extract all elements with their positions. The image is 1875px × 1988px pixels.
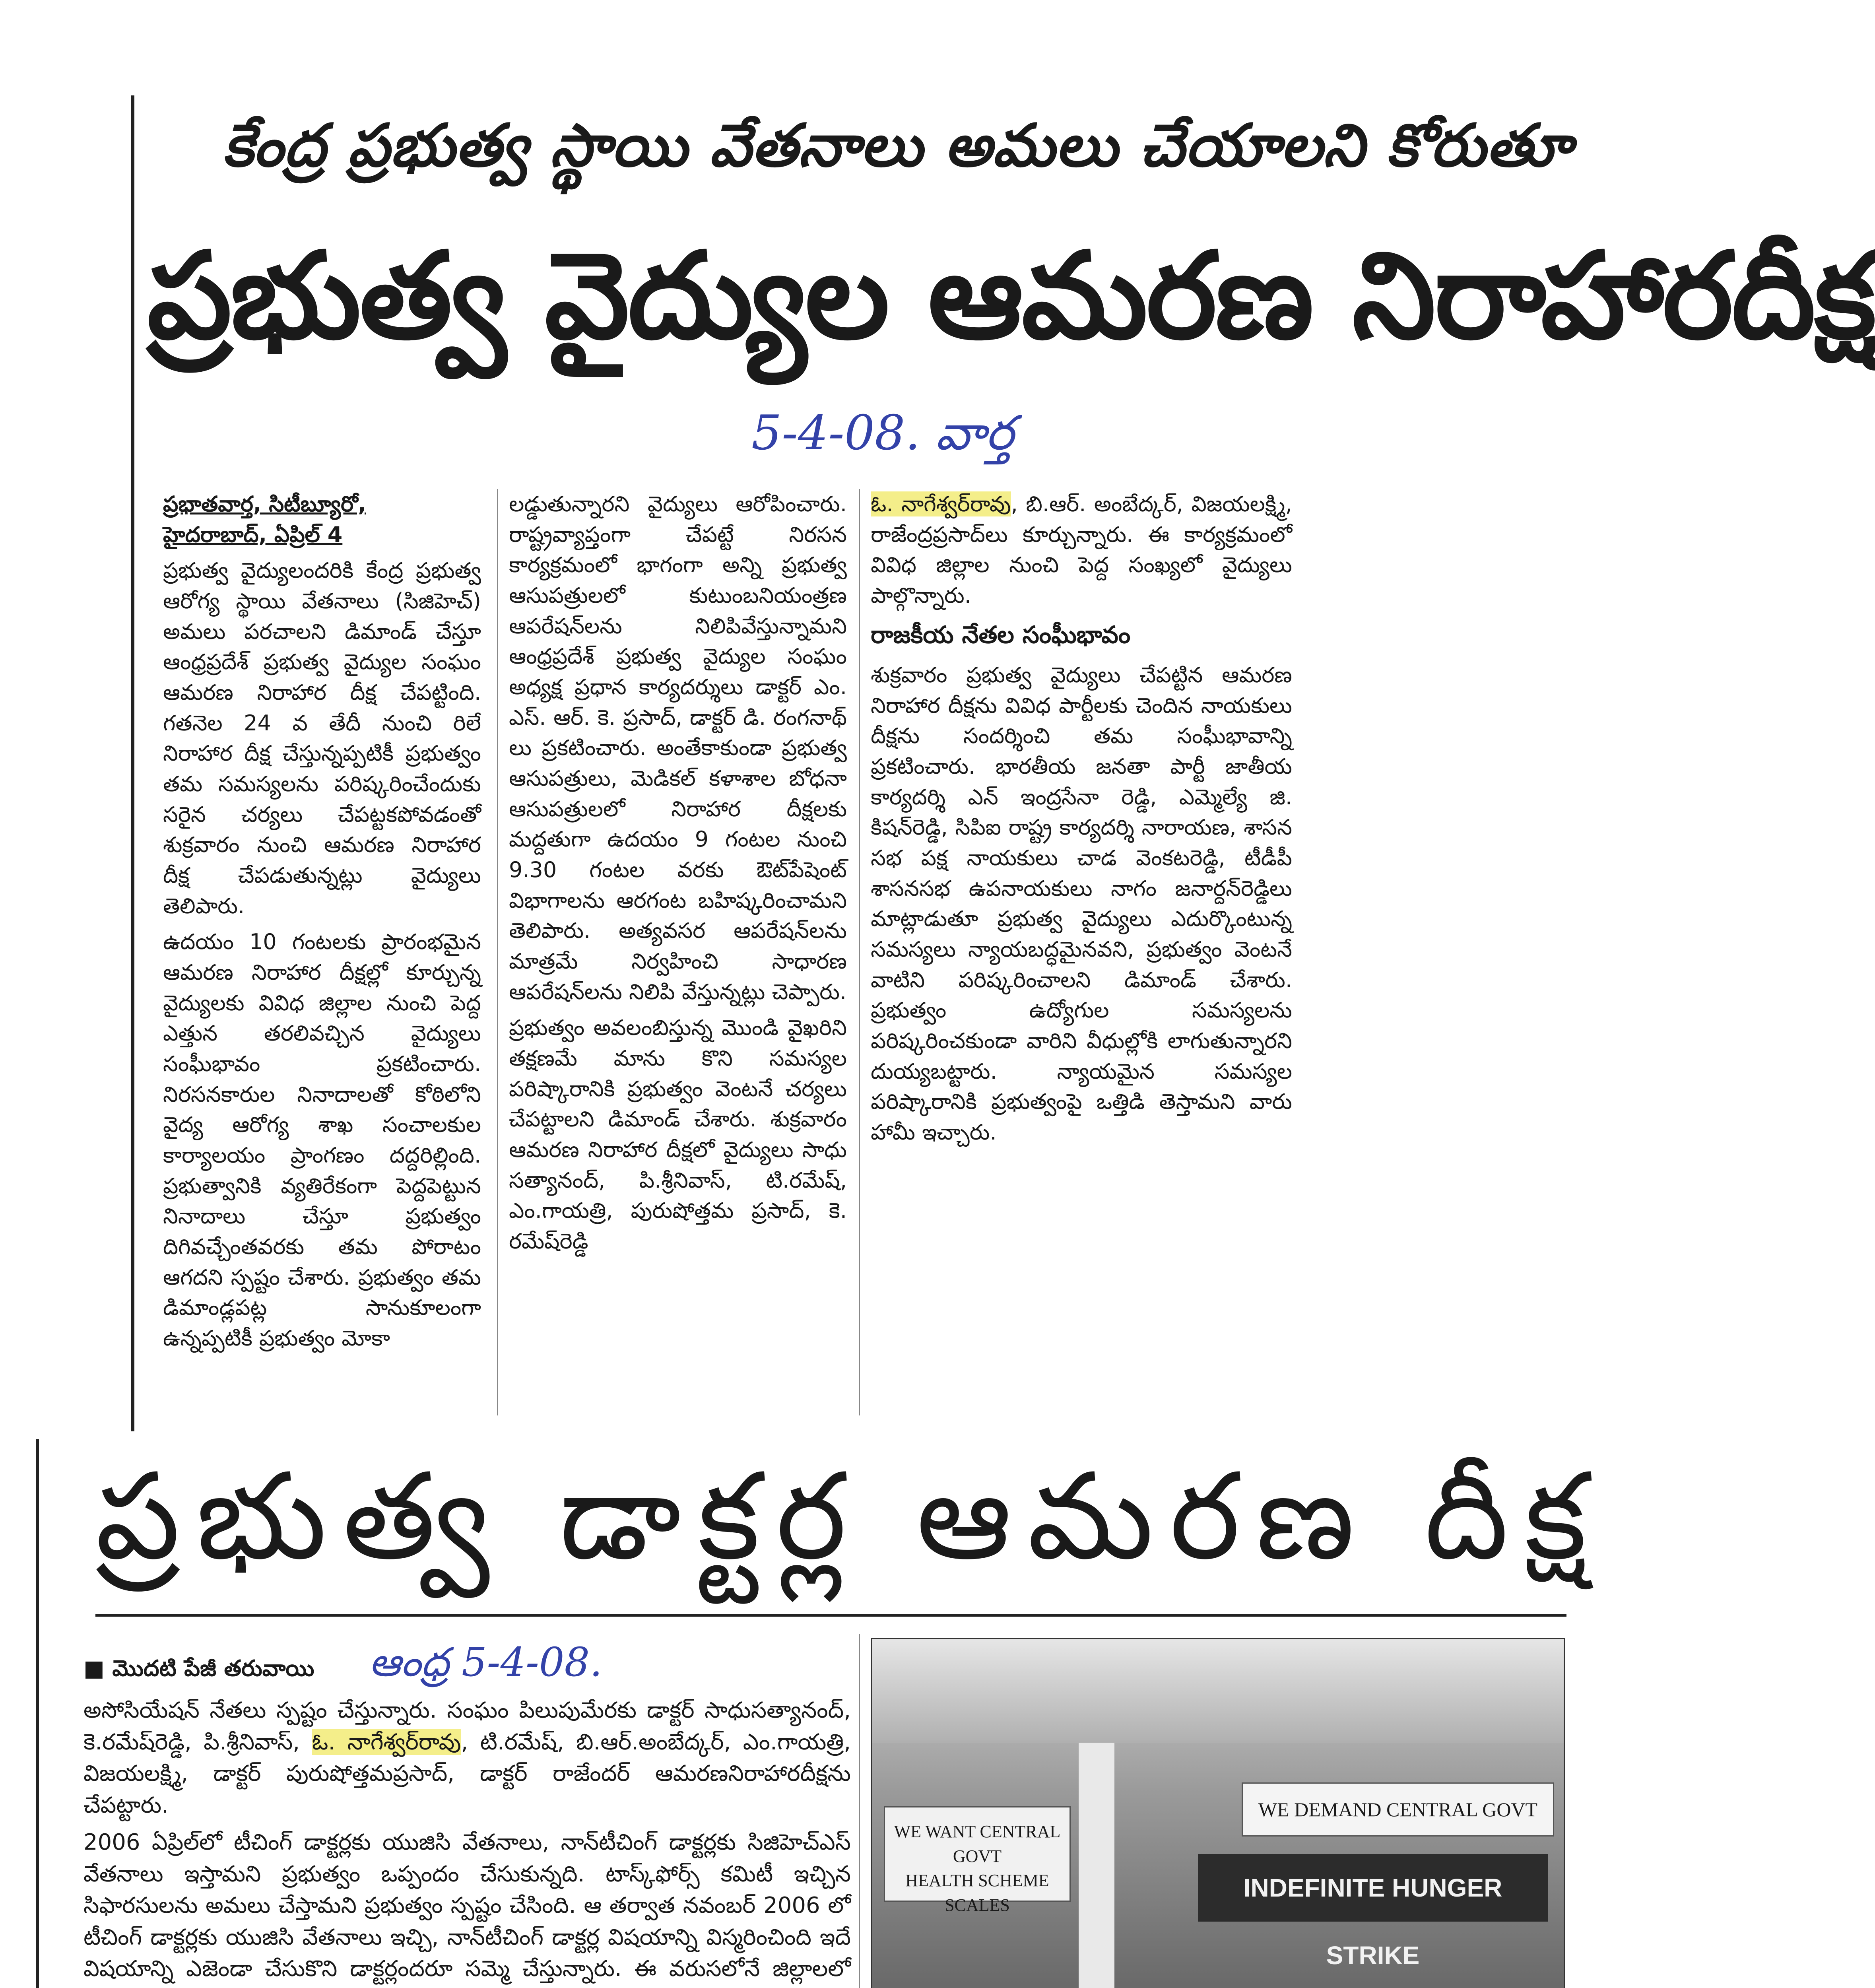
left-margin-rule [131,95,134,1431]
clipping-vaartha [131,80,1875,1439]
tent-roof [872,1639,1564,1743]
headline-underline [95,1614,1566,1617]
article2-body-para: 2006 ఏప్రిల్‌లో టీచింగ్ డాక్టర్లకు యుజిసి వేతనాలు, నాన్‌టీచింగ్ డాక్టర్లకు సిజిహెచ్‌ఎస్ వేతనాలు ఇస్తామని ప్రభుత్వం ఒప్పందం చేసుకున్నది. టాస్క్‌ఫోర్స్ కమిటీ ఇచ్చిన సిఫారసులను అమలు చేస్తామని ప్రభుత్వం స్పష్టం చేసింది. ఆ తర్వాత నవంబర్ 2006 లో టీచింగ్ డాక్టర్లకు యుజిసి వేతనాలు ఇచ్చి, నాన్‌టీచింగ్ డాక్టర్ల విషయాన్ని విస్మరించింది ఇదే విషయాన్ని ఎజెండా చేసుకొని డాక్టర్లందరూ సమ్మె చేస్తున్నారు. ఈ వరుసలోనే జిల్లాలలో [83,1829,851,1982]
article2-lead-part-1: అసోసియేషన్ నేతలు స్పష్టం చేస్తున్నారు. సంఘం పిలుపుమేరకు డాక్టర్ సాధుసత్యానంద్, కె.రమేష్‌రెడ్డి, పి.శ్రీనివాస్, [83,1697,851,1755]
banner-2-text: WE DEMAND CENTRAL GOVT [1258,1798,1538,1821]
dateline-1: ప్రభాతవార్త, సిటీబ్యూరో, [163,491,366,516]
article1-col2-para-1: లడ్డుతున్నారని వైద్యులు ఆరోపించారు. రాష్ట్రవ్యాప్తంగా చేపట్టే నిరసన కార్యక్రమంలో భాగంగా అన్ని ప్రభుత్వ ఆసుపత్రులలో కుటుంబనియంత్రణ ఆపరేషన్‌లను నిలిపివేస్తున్నామని ఆంధ్రప్రదేశ్ ప్రభుత్వ వైద్యుల సంఘం అధ్యక్ష ప్రధాన కార్యదర్శులు డాక్టర్ ఎం. ఎస్. ఆర్. కె. ప్రసాద్, డాక్టర్ డి. రంగనాథ్ లు ప్రకటించారు. అంతేకాకుండా ప్రభుత్వ ఆసుపత్రులు, మెడికల్ కళాశాల బోధనా ఆసుపత్రులలో నిరాహార దీక్షలకు మద్దతుగా ఉదయం 9 గంటల నుంచి 9.30 గంటల వరకు ఔట్‌పేషెంట్ విభాగాలను ఆరగంట బహిష్కరించామని తెలిపారు. అత్యవసర ఆపరేషన్‌లను మాత్రమే నిర్వహించి సాధారణ ఆపరేషన్‌లను నిలిపి వేస్తున్నట్లు చెప్పారు. [509,491,847,1004]
article1-col1-para-1: ప్రభుత్వ వైద్యులందరికి కేంద్ర ప్రభుత్వ ఆరోగ్య స్థాయి వేతనాలు (సిజిహెచ్) అమలు పరచాలని డిమాండ్ చేస్తూ ఆంధ్రప్రదేశ్ ప్రభుత్వ వైద్యుల సంఘం ఆమరణ నిరాహార దీక్ష చేపట్టింది. గతనెల 24 వ తేదీ నుంచి రిలే నిరాహార దీక్ష చేస్తున్నప్పటికీ ప్రభుత్వం తమ సమస్యలను పరిష్కరించేందుకు సరైన చర్యలు చేపట్టకపోవడంతో శుక్రవారం నుంచి ఆమరణ నిరాహార దీక్ష చేపడుతున్నట్లు వైద్యులు తెలిపారు. [163,558,481,918]
kicker-headline: కేంద్ర ప్రభుత్వ స్థాయి వేతనాలు అమలు చేయాలని కోరుతూ [223,111,1572,180]
article1-col1-para-2: ఉదయం 10 గంటలకు ప్రారంభమైన ఆమరణ నిరాహార దీక్షల్లో కూర్చున్న వైద్యులకు వివిధ జిల్లాల నుంచి పెద్ద ఎత్తున తరలివచ్చిన వైద్యులు సంఘీభావం ప్రకటించారు. నిరసనకారుల నినాదాలతో కోఠిలోని వైద్య ఆరోగ్య శాఖ సంచాలకుల కార్యాలయం ప్రాంగణం దద్దరిల్లింది. ప్రభుత్వానికి వ్యతిరేకంగా పెద్దపెట్టున నినాదాలు చేస్తూ ప్రభుత్వం దిగివచ్చేంతవరకు తమ పోరాటం ఆగదని స్పష్టం చేశారు. ప్రభుత్వం తమ డిమాండ్లపట్ల సానుకూలంగా ఉన్నప్పటికీ ప్రభుత్వం మోకా [163,929,481,1351]
article1-subhead: రాజకీయ నేతల సంఘీభావం [871,621,1131,649]
clipping-andhra [36,1439,1603,1988]
banner-1-line-2: HEALTH SCHEME SCALES [905,1871,1049,1915]
article1-col3-lead-rest: , బి.ఆర్. అంబేద్కర్, విజయలక్ష్మి, రాజేంద్రప్రసాద్‌లు కూర్చున్నారు. ఈ కార్యక్రమంలో వివిధ జిల్లాల నుంచి పెద్ద సంఖ్యలో వైద్యులు పాల్గొన్నారు. [871,491,1292,608]
article1-column-3 [871,489,1292,1153]
column-divider-1 [497,489,498,1415]
hunger-strike-photo [871,1638,1565,1988]
tent-pillar [1079,1743,1114,1988]
continued-label: ■ మొదటి పేజీ తరువాయి [83,1656,314,1681]
left-margin-rule-2 [36,1439,39,1988]
highlighted-name: ఓ. నాగేశ్వర్‌రావు [871,491,1011,516]
main-headline: ప్రభుత్వ వైద్యుల ఆమరణ నిరాహారదీక్ష [147,227,1875,365]
article2-headline: ప్రభుత్వ డాక్టర్ల ఆమరణ దీక్ష [95,1447,1603,1586]
banner-demand [1242,1782,1554,1837]
article1-column-2 [509,489,847,1262]
continued-row [83,1634,851,1691]
banner-central-govt [884,1806,1071,1915]
column-divider-3 [859,1634,860,1988]
handwritten-date-note: 5-4-08. వార్త [751,406,1014,461]
article2-lead [83,1695,851,1821]
dateline-2: హైదరాబాద్, ఏప్రిల్ 4 [163,522,343,547]
banner-3-text: INDEFINITE HUNGER STRIKE [1243,1873,1502,1970]
article1-col3-lead [871,489,1292,611]
article1-col3-body: శుక్రవారం ప్రభుత్వ వైద్యులు చేపట్టిన ఆమరణ నిరాహార దీక్షను వివిధ పార్టీలకు చెందిన నాయకులు దీక్షను సందర్శించి తమ సంఘీభావాన్ని ప్రకటించారు. భారతీయ జనతా పార్టీ జాతీయ కార్యదర్శి ఎన్ ఇంద్రసేనా రెడ్డి, ఎమ్మెల్యే జి. కిషన్‌రెడ్డి, సిపిఐ రాష్ట్ర కార్యదర్శి నారాయణ, శాసన సభ పక్ష నాయకులు చాడ వెంకటరెడ్డి, టీడీపీ శాసనసభ ఉపనాయకులు నాగం జనార్దన్‌రెడ్డిలు మాట్లాడుతూ ప్రభుత్వ వైద్యులు ఎదుర్కొంటున్న సమస్యలు న్యాయబద్ధమైనవని, ప్రభుత్వం వెంటనే వాటిని పరిష్కరించాలని డిమాండ్ చేశారు. ప్రభుత్వం ఉద్యోగుల సమస్యలను పరిష్కరించకుండా వారిని వీధుల్లోకి లాగుతున్నారని దుయ్యబట్టారు. న్యాయమైన సమస్యల పరిష్కారానికి ప్రభుత్వంపై ఒత్తిడి తెస్తామని వారు హామీ ఇచ్చారు. [871,662,1292,1145]
article1-column-1 [163,489,481,1359]
article1-col2-para-2: ప్రభుత్వం అవలంబిస్తున్న మొండి వైఖరిని తక్షణమే మాను కొని సమస్యల పరిష్కారానికి ప్రభుత్వం వెంటనే చర్యలు చేపట్టాలని డిమాండ్ చేశారు. శుక్రవారం ఆమరణ నిరాహార దీక్షలో వైద్యులు సాధు సత్యానంద్, పి.శ్రీనివాస్, టి.రమేష్, ఎం.గాయత్రి, పురుషోత్తమ ప్రసాద్, కె. రమేష్‌రెడ్డి [509,1015,847,1254]
column-divider-2 [859,489,860,1415]
banner-1-line-1: WE WANT CENTRAL GOVT [894,1822,1061,1866]
article2-lead-part-2: , టి.రమేష్, బి.ఆర్.అంబేద్కర్, ఎం.గాయత్రి, విజయలక్ష్మి, డాక్టర్ పురుషోత్తమప్రసాద్, డాక్టర్ రాజేందర్ ఆమరణనిరాహారదీక్షను చేపట్టారు. [83,1729,851,1818]
banner-hunger-strike [1198,1854,1548,1970]
highlighted-name-2: ఓ. నాగేశ్వర్‌రావు [312,1729,461,1755]
article2-left-column [83,1634,851,1988]
handwritten-date-note-2: ఆంధ్ర 5-4-08. [369,1639,602,1685]
